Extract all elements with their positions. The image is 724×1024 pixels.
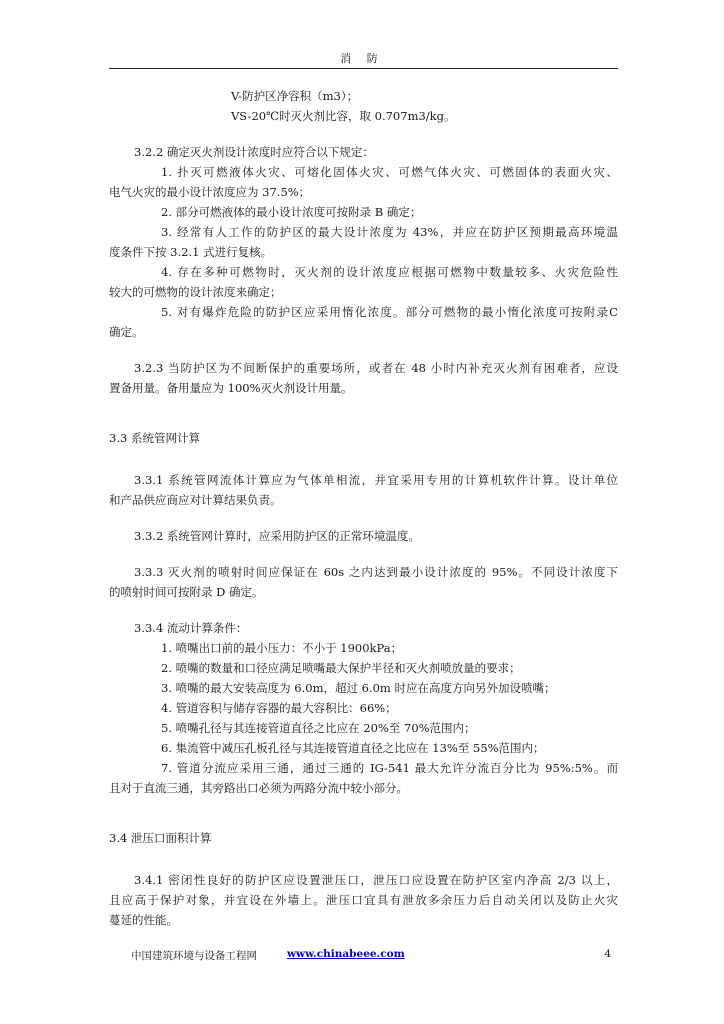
clause-3-3-4-item: 4. 管道容积与储存容器的最大容积比：66%；	[161, 701, 397, 715]
header-divider	[109, 68, 618, 69]
clause-3-2-2-item-3-line-1: 3. 经常有人工作的防护区的最大设计浓度为 43%，并应在防护区预期最高环境温	[161, 225, 618, 239]
clause-3-2-3-line-2: 置备用量。备用量应为 100%灭火剂设计用量。	[109, 381, 353, 395]
clause-3-4-1-line-1: 3.4.1 密闭性良好的防护区应设置泄压口，泄压口应设置在防护区室内净高 2/3 以上，	[134, 873, 618, 887]
clause-3-3-4-item: 2. 喷嘴的数量和口径应满足喷嘴最大保护半径和灭火剂喷放量的要求；	[161, 661, 521, 675]
clause-3-3-4-item: 6. 集流管中减压孔板孔径与其连接管道直径之比应在 13%至 55%范围内；	[161, 741, 545, 755]
clause-3-3-3-line-1: 3.3.3 灭火剂的喷射时间应保证在 60s 之内达到最小设计浓度的 95%。不同设计浓度下	[134, 565, 618, 579]
section-3-3-heading: 3.3 系统管网计算	[109, 431, 200, 445]
clause-3-2-2-item-5-line-1: 5. 对有爆炸危险的防护区应采用惰化浓度。部分可燃物的最小惰化浓度可按附录C	[161, 305, 618, 319]
clause-3-2-2-item-5-line-2: 确定。	[109, 325, 144, 339]
clause-3-3-1-line-2: 和产品供应商应对计算结果负责。	[109, 493, 282, 507]
section-3-4-heading: 3.4 泄压口面积计算	[109, 831, 212, 845]
clause-3-2-2-item-2: 2. 部分可燃液体的最小设计浓度可按附录 B 确定；	[161, 205, 422, 219]
footer-organization: 中国建筑环境与设备工程网	[131, 950, 257, 962]
page-number: 4	[604, 948, 611, 960]
definition-vs: VS-20℃时灭火剂比容，取 0.707m3/kg。	[231, 109, 456, 123]
clause-3-3-1-line-1: 3.3.1 系统管网流体计算应为气体单相流，并宜采用专用的计算机软件计算。设计单位	[134, 473, 618, 487]
clause-3-3-2: 3.3.2 系统管网计算时，应采用防护区的正常环境温度。	[134, 529, 420, 543]
clause-3-3-4-item: 5. 喷嘴孔径与其连接管道直径之比应在 20%至 70%范围内；	[161, 721, 476, 735]
clause-3-2-3-line-1: 3.2.3 当防护区为不间断保护的重要场所，或者在 48 小时内补充灭火剂有困难者，应设	[134, 361, 618, 375]
clause-3-3-4-item-7-line-1: 7. 管道分流应采用三通，通过三通的 IG-541 最大允许分流百分比为 95%:5%。而	[161, 761, 618, 775]
clause-3-4-1-line-3: 蔓延的性能。	[109, 913, 178, 927]
clause-3-2-2-intro: 3.2.2 确定灭火剂设计浓度时应符合以下规定：	[134, 145, 374, 159]
clause-3-2-2-item-3-line-2: 度条件下按 3.2.1 式进行复核。	[109, 245, 273, 259]
clause-3-3-4-item-7-line-2: 且对于直流三通，其旁路出口必须为两路分流中较小部分。	[109, 781, 408, 795]
clause-3-4-1-line-2: 且应高于保护对象，并宜设在外墙上。泄压口宜具有泄放多余压力后自动关闭以及防止火灾	[109, 893, 618, 907]
clause-3-3-4-intro: 3.3.4 流动计算条件：	[134, 621, 248, 635]
document-body	[109, 86, 618, 930]
clause-3-2-2-item-1-line-2: 电气火灾的最小设计浓度应为 37.5%；	[109, 185, 311, 199]
page-header-title: 消 防	[340, 52, 384, 65]
definition-v: V-防护区净容积（m3）；	[231, 89, 359, 103]
clause-3-3-4-item: 1. 喷嘴出口前的最小压力：不小于 1900kPa；	[161, 641, 403, 655]
clause-3-2-2-item-4-line-2: 较大的可燃物的设计浓度来确定；	[109, 285, 282, 299]
clause-3-2-2-item-1-line-1: 1. 扑灭可燃液体火灾、可熔化固体火灾、可燃气体火灾、可燃固体的表面火灾、	[161, 165, 618, 179]
clause-3-3-3-line-2: 的喷射时间可按附录 D 确定。	[109, 585, 264, 599]
clause-3-2-2-item-4-line-1: 4. 存在多种可燃物时，灭火剂的设计浓度应根据可燃物中数量较多、火灾危险性	[161, 265, 618, 279]
footer-website-link[interactable]: www.chinabeee.com	[287, 948, 405, 960]
clause-3-3-4-item: 3. 喷嘴的最大安装高度为 6.0m，超过 6.0m 时应在高度方向另外加设喷嘴；	[161, 681, 556, 695]
